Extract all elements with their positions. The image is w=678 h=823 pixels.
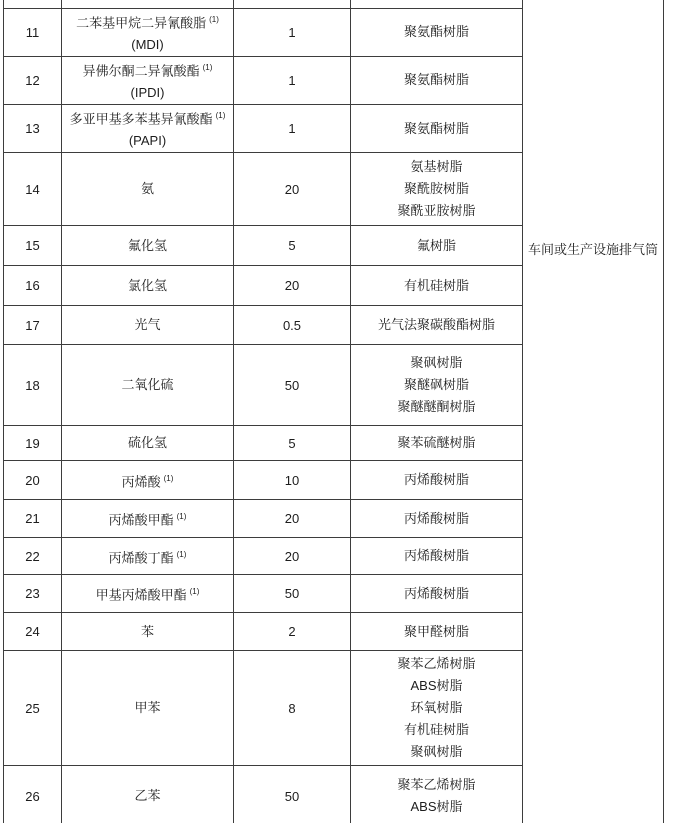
limit-value-cell: 2 xyxy=(234,613,351,651)
footnote-marker: (1) xyxy=(163,473,174,483)
chemical-abbreviation: (PAPI) xyxy=(128,133,167,149)
chemical-name: 甲苯 xyxy=(134,700,161,716)
resin-name: 有机硅树脂 xyxy=(403,722,469,738)
chemical-name-line xyxy=(62,275,233,297)
resin-list-cell xyxy=(351,538,523,575)
limit-value-cell: 5 xyxy=(234,226,351,266)
chemical-name-cell xyxy=(62,500,234,538)
resin-name: 光气法聚碳酸酯树脂 xyxy=(377,317,495,333)
resin-list-cell xyxy=(351,426,523,461)
resin-list-cell xyxy=(351,8,523,56)
row-number-cell: 22 xyxy=(4,538,62,575)
resin-list-cell xyxy=(351,226,523,266)
chemical-name: 苯 xyxy=(140,623,154,639)
chemical-name-cell xyxy=(62,345,234,426)
chemical-name-cell xyxy=(62,651,234,766)
chemical-abbreviation: (MDI) xyxy=(131,36,164,52)
row-number-cell: 24 xyxy=(4,613,62,651)
resin-name: 环氧树脂 xyxy=(410,700,463,716)
limit-value-cell: 8 xyxy=(234,651,351,766)
chemical-name-cell xyxy=(62,575,234,613)
row-number-cell: 18 xyxy=(4,345,62,426)
row-number-cell: 19 xyxy=(4,426,62,461)
limit-value-cell: 20 xyxy=(234,500,351,538)
limit-value-cell: 50 xyxy=(234,575,351,613)
resin-name: 聚醚砜树脂 xyxy=(403,377,469,393)
limit-value-cell: 20 xyxy=(234,538,351,575)
row-number-cell: 13 xyxy=(4,105,62,153)
chemical-name: 多亚甲基多苯基异氰酸酯 xyxy=(69,111,213,127)
row-number-cell: 23 xyxy=(4,575,62,613)
resin-name: 聚氨酯树脂 xyxy=(403,24,469,40)
chemical-name-cell xyxy=(62,306,234,345)
limit-value-cell: 50 xyxy=(234,345,351,426)
chemical-name: 氯化氢 xyxy=(127,277,167,293)
chemical-name-cell xyxy=(62,538,234,575)
row-number-cell: 21 xyxy=(4,500,62,538)
chemical-name-line xyxy=(62,178,233,200)
row-number-cell: 25 xyxy=(4,651,62,766)
resin-name: ABS树脂 xyxy=(410,678,463,694)
row-number-cell: 11 xyxy=(4,8,62,56)
chemical-name-line xyxy=(62,621,233,643)
limit-value-cell: 20 xyxy=(234,153,351,226)
chemical-name-line xyxy=(62,581,233,606)
chemical-name: 丙烯酸甲酯 xyxy=(108,512,174,528)
chemical-name: 丙烯酸 xyxy=(121,474,161,490)
chemical-name: 光气 xyxy=(134,317,161,333)
chemical-name-line xyxy=(62,105,233,130)
limit-value-cell: 1 xyxy=(234,56,351,104)
chemical-name-cell xyxy=(62,766,234,823)
row-number-cell: 17 xyxy=(4,306,62,345)
chemical-name-cell xyxy=(62,461,234,500)
chemical-name-line xyxy=(62,9,233,34)
resin-name: 聚苯硫醚树脂 xyxy=(397,435,476,451)
chemical-name: 二苯基甲烷二异氰酸脂 xyxy=(76,14,207,30)
chemical-name: 丙烯酸丁酯 xyxy=(108,550,174,566)
chemical-name-cell xyxy=(62,426,234,461)
resin-name: 有机硅树脂 xyxy=(403,277,469,293)
resin-name: 丙烯酸树脂 xyxy=(403,472,469,488)
partial-top-row xyxy=(4,0,664,8)
chemical-name: 甲基丙烯酸甲酯 xyxy=(95,587,187,603)
resin-list-cell xyxy=(351,575,523,613)
resin-list-cell xyxy=(351,766,523,823)
row-number-cell: 26 xyxy=(4,766,62,823)
resin-name: 丙烯酸树脂 xyxy=(403,585,469,601)
limit-value-cell: 10 xyxy=(234,461,351,500)
resin-name: 聚砜树脂 xyxy=(410,355,463,371)
row-number-cell: 16 xyxy=(4,266,62,306)
chemical-name-cell xyxy=(62,56,234,104)
footnote-marker: (1) xyxy=(189,587,200,597)
resin-list-cell xyxy=(351,56,523,104)
limit-value-cell: 0.5 xyxy=(234,306,351,345)
resin-list-cell xyxy=(351,153,523,226)
partial-cell xyxy=(4,0,62,8)
resin-name: 聚甲醛树脂 xyxy=(403,623,469,639)
chemical-name: 氟化氢 xyxy=(127,237,167,253)
chemical-name-cell xyxy=(62,105,234,153)
footnote-marker: (1) xyxy=(215,111,226,121)
resin-list-cell xyxy=(351,613,523,651)
resin-name: 聚苯乙烯树脂 xyxy=(397,777,476,793)
partial-cell xyxy=(62,0,234,8)
chemical-name-cell xyxy=(62,153,234,226)
resin-list-cell xyxy=(351,266,523,306)
resin-name: 聚苯乙烯树脂 xyxy=(397,656,476,672)
chemical-name-line xyxy=(62,57,233,82)
resin-name: 聚砜树脂 xyxy=(410,744,463,760)
chemical-name-cell xyxy=(62,226,234,266)
chemical-name-line xyxy=(62,374,233,396)
chemical-name: 乙苯 xyxy=(134,788,161,804)
resin-name: 聚醚醚酮树脂 xyxy=(397,399,476,415)
row-number-cell: 12 xyxy=(4,56,62,104)
resin-list-cell xyxy=(351,651,523,766)
limit-value-cell: 1 xyxy=(234,105,351,153)
row-number-cell: 20 xyxy=(4,461,62,500)
resin-list-cell xyxy=(351,461,523,500)
partial-cell xyxy=(351,0,523,8)
resin-list-cell xyxy=(351,345,523,426)
chemical-name: 氨 xyxy=(140,181,154,197)
resin-name: 氨基树脂 xyxy=(410,159,463,175)
resin-name: 丙烯酸树脂 xyxy=(403,548,469,564)
chemical-name: 异佛尔酮二异氰酸酯 xyxy=(82,63,200,79)
resin-name: 聚酰亚胺树脂 xyxy=(397,203,476,219)
row-number-cell: 15 xyxy=(4,226,62,266)
chemical-name-line xyxy=(62,506,233,531)
partial-cell xyxy=(234,0,351,8)
resin-list-cell xyxy=(351,500,523,538)
resin-list-cell xyxy=(351,306,523,345)
chemical-name: 二氧化硫 xyxy=(121,377,174,393)
resin-name: ABS树脂 xyxy=(410,799,463,815)
chemical-name-line xyxy=(62,468,233,493)
limit-value-cell: 20 xyxy=(234,266,351,306)
footnote-marker: (1) xyxy=(202,62,213,72)
resin-list-cell xyxy=(351,105,523,153)
limit-value-cell: 1 xyxy=(234,8,351,56)
chemical-name-line xyxy=(62,314,233,336)
outlet-label: 车间或生产设施排气筒 xyxy=(527,242,658,257)
outlet-merged-cell xyxy=(523,0,664,823)
footnote-marker: (1) xyxy=(176,549,187,559)
limit-value-cell: 5 xyxy=(234,426,351,461)
resin-name: 聚氨酯树脂 xyxy=(403,120,469,136)
resin-name: 聚酰胺树脂 xyxy=(403,181,469,197)
footnote-marker: (1) xyxy=(176,512,187,522)
row-number-cell: 14 xyxy=(4,153,62,226)
resin-name: 氟树脂 xyxy=(416,237,456,253)
chemical-name-cell xyxy=(62,613,234,651)
chemical-name-line xyxy=(62,432,233,454)
limit-value-cell: 50 xyxy=(234,766,351,823)
emission-limits-table xyxy=(3,0,664,823)
resin-name: 聚氨酯树脂 xyxy=(403,72,469,88)
chemical-name-line xyxy=(62,235,233,257)
chemical-name: 硫化氢 xyxy=(127,435,167,451)
chemical-name-cell xyxy=(62,266,234,306)
chemical-name-line xyxy=(62,785,233,807)
footnote-marker: (1) xyxy=(209,14,219,24)
resin-name: 丙烯酸树脂 xyxy=(403,510,469,526)
chemical-name-line xyxy=(62,697,233,719)
chemical-name-line xyxy=(62,544,233,569)
chemical-abbreviation: (IPDI) xyxy=(130,85,165,101)
chemical-name-cell xyxy=(62,8,234,56)
